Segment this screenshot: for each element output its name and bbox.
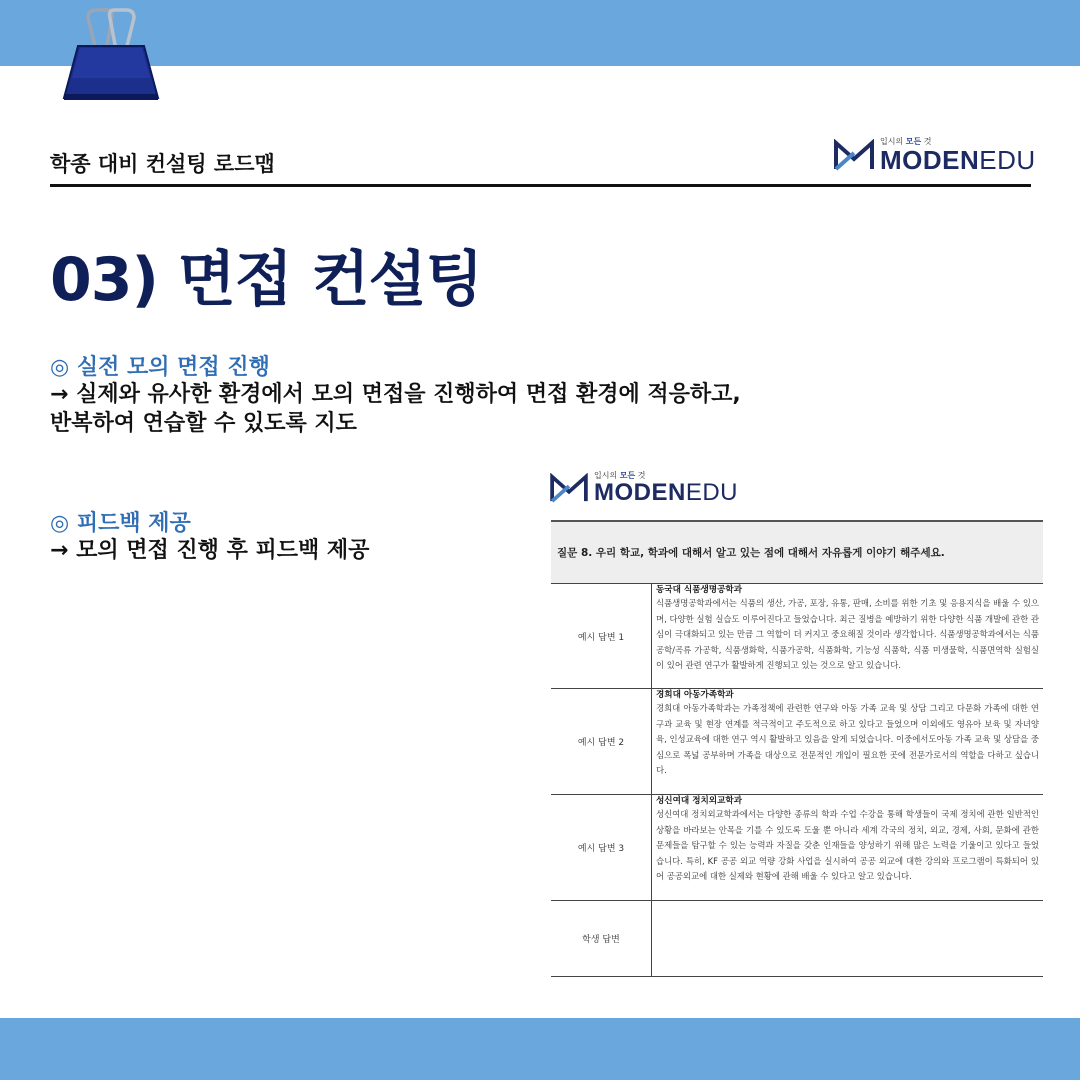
question-header <box>551 520 1043 583</box>
modenedu-logo-mark-icon <box>834 139 874 171</box>
answer-title: 동국대 식품생명공학과 <box>656 585 743 595</box>
answer-text: 성신여대 정치외교학과에서는 다양한 종류의 학과 수업 수강을 통해 학생들이 국제 정치에 관한 일반적인 상황을 바라보는 안목을 기를 수 있도록 도울 뿐 아니라 세계 각국의 정치, 외교, 경제, 사회, 문화에 관한 문제들을 탐구할 수 있는 능력과 자질을 갖춘 인재들을 양성하기 위해 많은 노력을 기울이고 있다고 들었습니다. 특히, KF 공공 외교 역량 강화 사업을 실시하여 공공 외교에 대한 강의와 프로그램이 특화되어 있어 공공외교에 대한 실제와 현황에 관해 배울 수 있다고 알고 있습니다. <box>656 809 1039 882</box>
logo-tagline: 입시의 모든 것 <box>880 137 932 146</box>
logo-tagline: 입시의 모든 것 <box>594 471 646 480</box>
table-row <box>551 689 1043 795</box>
bullet-heading-mock-interview: ◎ 실전 모의 면접 진행 <box>50 355 270 380</box>
header-title: 학종 대비 컨설팅 로드맵 <box>50 152 275 176</box>
answer-title: 경희대 아동가족학과 <box>656 690 734 700</box>
row-content <box>652 584 1043 688</box>
answer-text: 식품생명공학과에서는 식품의 생산, 가공, 포장, 유통, 판매, 소비를 위한 기초 및 응용지식을 배울 수 있으며, 다양한 실험 실습도 이루어진다고 들었습니다. 최근 질병을 예방하기 위한 다양한 식품 개발에 관한 관심이 극대화되고 있는 만큼 그 역할이 더 커지고 중요해질 것이라 생각합니다. 식품생명공학과에서는 식품공학/곡류 가공학, 식품생화학, 식품가공학, 식품화학, 기능성 식품학, 식품 미생물학, 식품면역학 실험실이 있어 관련 연구가 활발하게 진행되고 있는 것으로 알고 있습니다. <box>656 598 1039 671</box>
answer-title: 성신여대 정치외교학과 <box>656 796 743 806</box>
header-logo <box>834 137 1036 173</box>
row-label: 예시 답변 3 <box>551 795 652 900</box>
row-label: 예시 답변 2 <box>551 689 652 794</box>
row-content <box>652 795 1043 900</box>
bullet-body-feedback: → 모의 면접 진행 후 피드백 제공 <box>50 538 370 563</box>
answer-table <box>551 583 1043 977</box>
student-answer-area <box>652 901 1043 976</box>
bullet-body-mock-interview: → 실제와 유사한 환경에서 모의 면접을 진행하여 면접 환경에 적응하고, 반복하여 연습할 수 있도록 지도 <box>50 382 741 436</box>
section-title: 03) 면접 컨설팅 <box>50 245 483 315</box>
table-row <box>551 901 1043 977</box>
table-row <box>551 584 1043 689</box>
table-row <box>551 795 1043 901</box>
header-divider <box>50 184 1031 187</box>
question-text: 질문 8. 우리 학교, 학과에 대해서 알고 있는 점에 대해서 자유롭게 이야기 해주세요. <box>557 547 945 559</box>
bottom-banner <box>0 1018 1080 1080</box>
logo-brand: MODENEDU <box>594 479 739 506</box>
row-label: 예시 답변 1 <box>551 584 652 688</box>
row-content <box>652 689 1043 794</box>
row-label: 학생 답변 <box>551 901 652 976</box>
answer-text: 경희대 아동가족학과는 가족정책에 관련한 연구와 아동 가족 교육 및 상담 그리고 다문화 가족에 대한 연구과 교육 및 현장 연계를 적극적이고 주도적으로 하고 있다고 들었으며 이외에도 영유아 보육 및 자녀양육, 인성교육에 대한 연구 역시 활발하고 있음을 알게 되었습니다. 이중에서도아동 가족 교육 및 상담을 중심으로 폭넓 공부하며 가족을 대상으로 전문적인 개입이 필요한 곳에 전문가로서의 역할을 다하고 싶습니다. <box>656 703 1039 776</box>
binder-clip-icon <box>58 6 164 104</box>
modenedu-logo-mark-icon <box>550 473 588 503</box>
logo-brand: MODENEDU <box>880 145 1036 175</box>
bullet-heading-feedback: ◎ 피드백 제공 <box>50 511 191 536</box>
interview-question-sheet <box>551 520 1043 980</box>
document-logo <box>550 471 738 505</box>
